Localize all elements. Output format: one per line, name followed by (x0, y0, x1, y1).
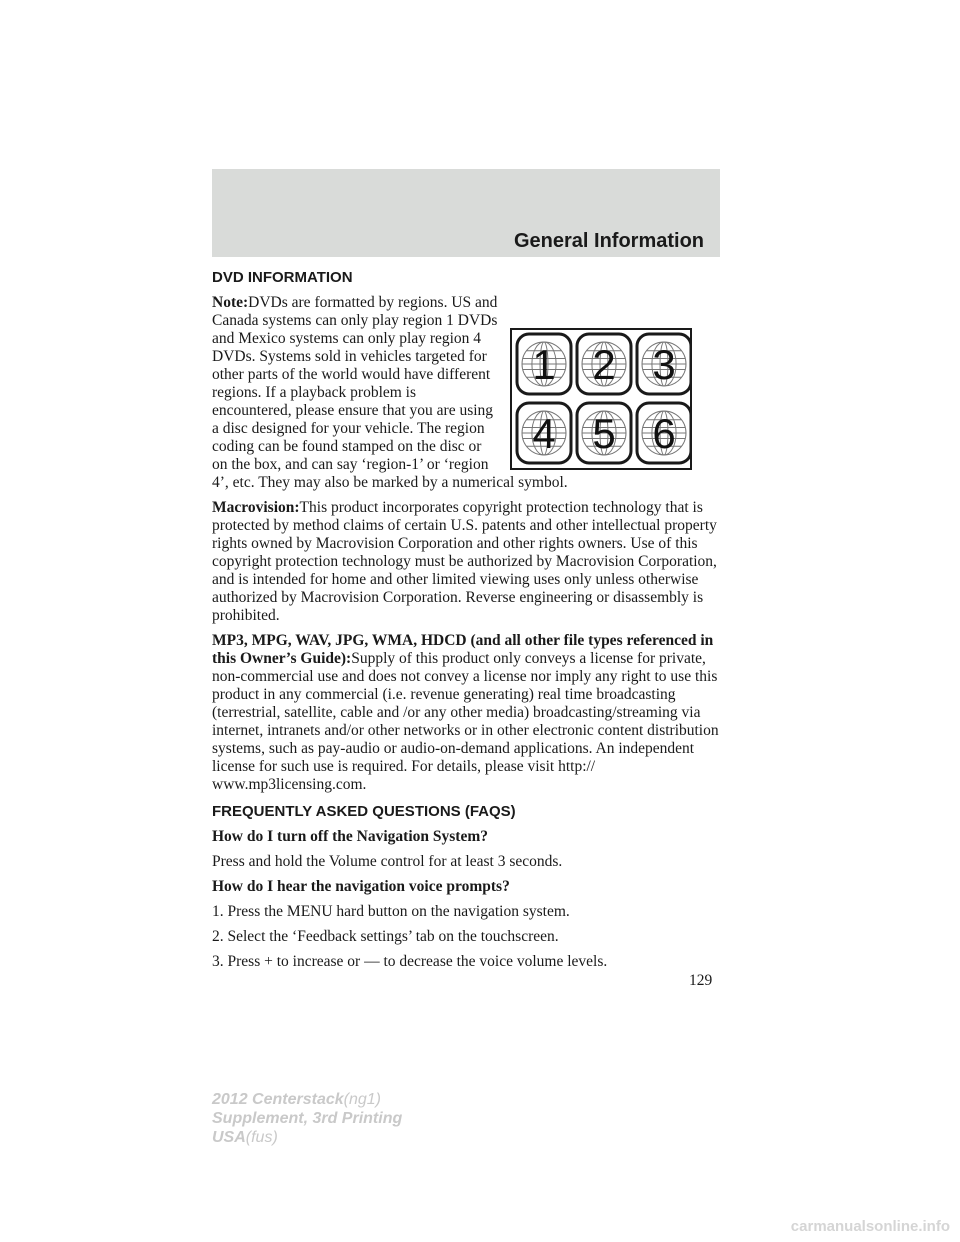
region-grid (510, 328, 692, 470)
region-number: 6 (652, 410, 676, 457)
dvd-region-symbols-figure (510, 328, 692, 470)
region-number: 4 (532, 410, 556, 457)
header-band (212, 169, 720, 257)
region-number: 2 (592, 341, 616, 388)
faq-question-2: How do I hear the navigation voice prompts? (212, 878, 510, 895)
faq-step-3: 3. Press + to increase or — to decrease the voice volume levels. (212, 953, 608, 970)
faq-step-2: 2. Select the ‘Feedback settings’ tab on the touchscreen. (212, 928, 559, 945)
region-number: 1 (532, 341, 556, 388)
region-symbol-5 (577, 403, 631, 463)
macrovision-text: This product incorporates copyright protection technology that is protected by method claims of certain U.S. patents and other intellectual property rights owned by Macrovision Corporation and other rights owners. Use of this copyright protection technology must be authorized by Macrovision Corporation, and is intended for home and other limited viewing uses only unless otherwise authorized by Macrovision Corporation. Reverse engineering or disassembly is prohibited. (212, 499, 717, 624)
region-symbol-6 (637, 403, 691, 463)
page-number: 129 (689, 972, 713, 989)
watermark: carmanualsonline.info (790, 1218, 950, 1235)
footer-market-code: (fus) (245, 1129, 278, 1146)
page-content (212, 268, 720, 978)
region-symbol-4 (517, 403, 571, 463)
mp3-text: Supply of this product only conveys a license for private, non-commercial use and does not convey a license nor imply any right to use this product in any commercial (i.e. revenue generating) real time broadcasting (terrestrial, satellite, cable and /or any other media) broadcasting/streaming via internet, intranets and/or other networks or in other electronic content distribution systems, such as pay-audio or audio-on-demand applications. An independent license for such use is required. For details, please visit http:// www.mp3licensing.com. (212, 650, 719, 793)
faq-answer-1: Press and hold the Volume control for at least 3 seconds. (212, 853, 563, 870)
faq-heading: FREQUENTLY ASKED QUESTIONS (FAQS) (212, 803, 516, 820)
region-symbol-1 (517, 334, 571, 394)
mp3-label: MP3, MPG, WAV, JPG, WMA, HDCD (and all other file types referenced in this Owner’s Guide): (212, 632, 714, 667)
footer-code: (ng1) (343, 1091, 381, 1108)
section-title: General Information (513, 230, 704, 252)
dvd-heading: DVD INFORMATION (212, 269, 353, 286)
region-number: 5 (592, 410, 616, 457)
faq-question-1: How do I turn off the Navigation System? (212, 828, 488, 845)
print-footer (212, 1090, 402, 1147)
note-text: DVDs are formatted by regions. US and Canada systems can only play region 1 DVDs and Mexico systems can only play region 4 DVDs. Systems sold in vehicles targeted for other parts of the world would have different regions. If a playback problem is encountered, please ensure that you are using a disc designed for your vehicle. The region coding can be found stamped on the disc or on the box, and can say ‘region-1’ or ‘region 4’, etc. They may also be marked by a numerical symbol. (212, 294, 568, 491)
footer-market: USA (212, 1129, 246, 1146)
region-symbol-2 (577, 334, 631, 394)
region-number: 3 (652, 341, 676, 388)
footer-title: 2012 Centerstack (212, 1091, 344, 1108)
macrovision-label: Macrovision: (212, 499, 300, 516)
footer-printing: Supplement, 3rd Printing (212, 1110, 403, 1127)
note-label: Note: (212, 294, 249, 311)
macrovision-paragraph (212, 499, 720, 625)
mp3-paragraph (212, 632, 720, 794)
faq-step-1: 1. Press the MENU hard button on the navigation system. (212, 903, 570, 920)
region-symbol-3 (637, 334, 691, 394)
